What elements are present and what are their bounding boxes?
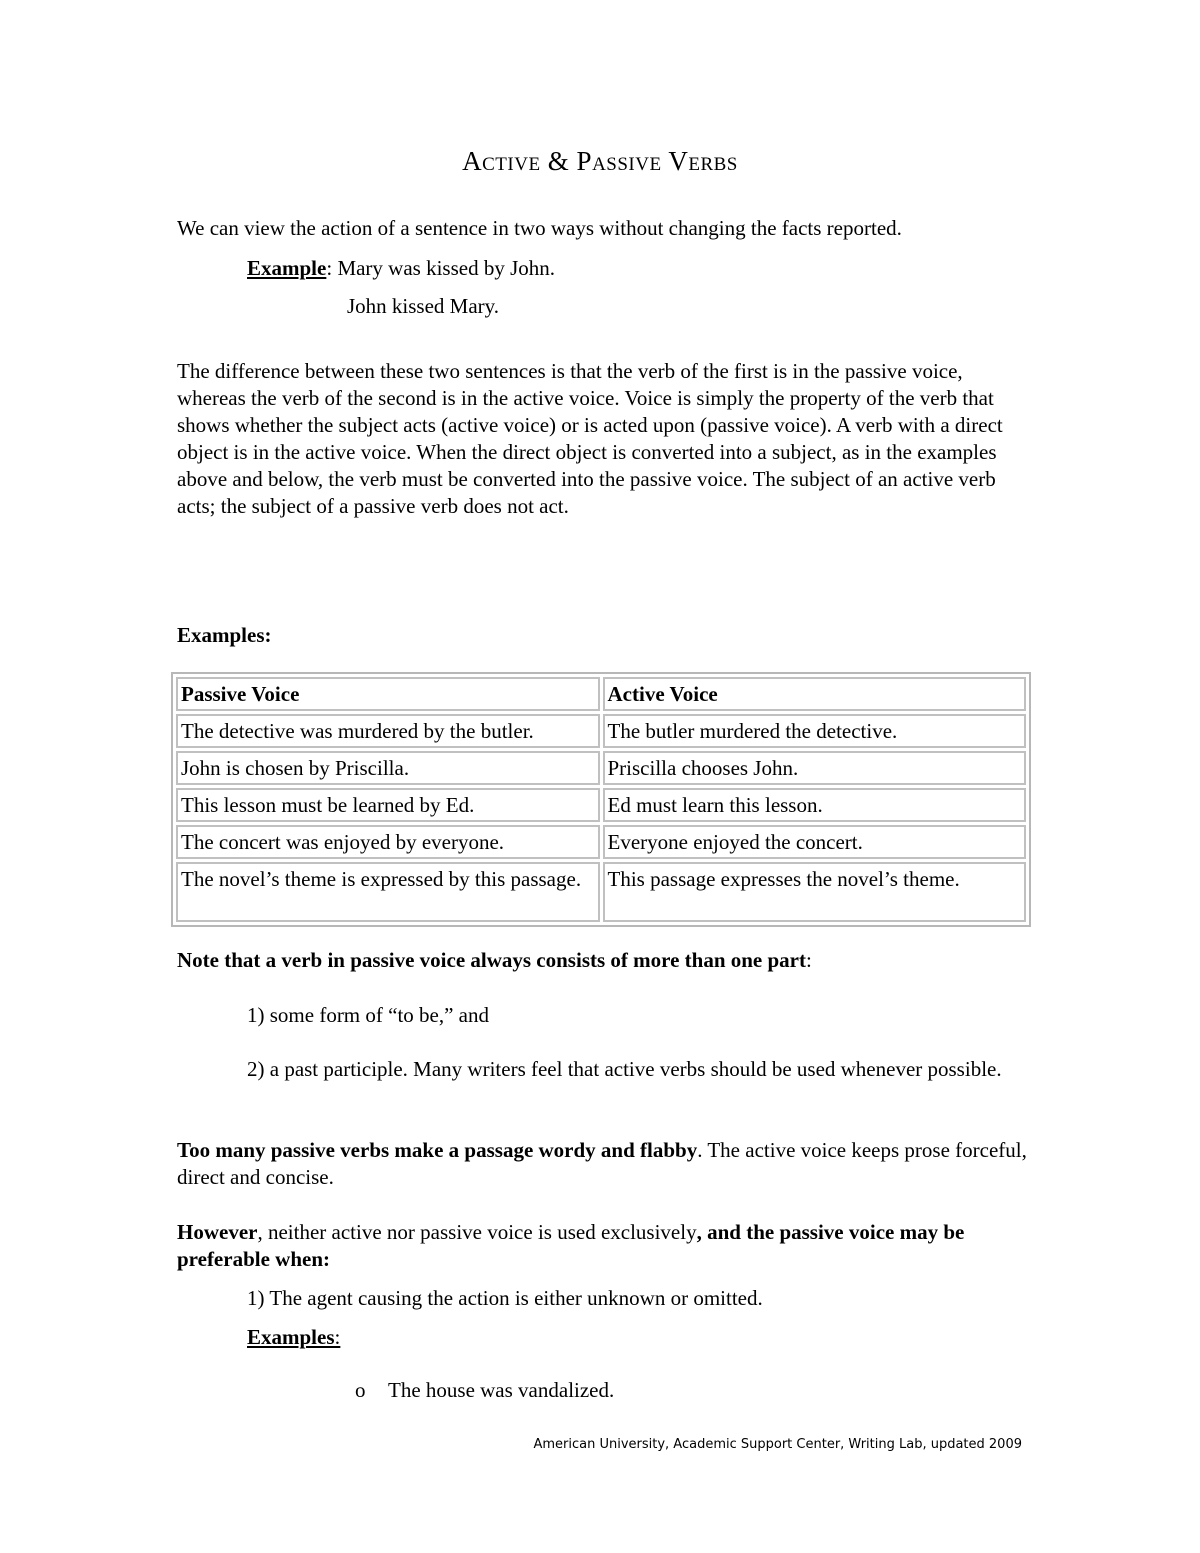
bullet-item-text: The house was vandalized. (388, 1378, 615, 1402)
examples-label: Examples (247, 1325, 335, 1349)
intro-paragraph: We can view the action of a sentence in two ways without changing the facts reported. (177, 216, 902, 240)
header-active-voice: Active Voice (603, 677, 1027, 711)
active-cell: This passage expresses the novel’s theme. (603, 862, 1027, 922)
example-sentence-2: John kissed Mary. (347, 294, 500, 318)
list-item-2: 2) a past participle. Many writers feel that active verbs should be used whenever possible. (247, 1057, 1002, 1081)
however-mid-text: , neither active nor passive voice is used exclusively (257, 1220, 697, 1244)
table-row (176, 714, 1026, 748)
example-label: Example (247, 256, 327, 280)
passive-cell: The concert was enjoyed by everyone. (176, 825, 600, 859)
however-bold-text: However (177, 1220, 258, 1244)
passive-cell: The detective was murdered by the butler. (176, 714, 600, 748)
passive-cell: This lesson must be learned by Ed. (176, 788, 600, 822)
table-row (176, 862, 1026, 922)
however-bold-text-2: , and the passive voice may be preferable when: (177, 1220, 965, 1271)
table-row (176, 788, 1026, 822)
active-cell: Priscilla chooses John. (603, 751, 1027, 785)
table-row (176, 825, 1026, 859)
however-paragraph (177, 1219, 1027, 1273)
active-cell: Ed must learn this lesson. (603, 788, 1027, 822)
body-paragraph: The difference between these two sentences is that the verb of the first is in the passive voice, whereas the verb of the second is in the active voice. Voice is simply the property of the verb that shows whether the subject acts (active voice) or is acted upon (passive voice). A verb with a direct object is in the active voice. When the direct object is converted into a subject, as in the examples above and below, the verb must be converted into the passive voice. The subject of an active verb acts; the subject of a passive verb does not act. (177, 359, 1003, 518)
agent-list-item: 1) The agent causing the action is either unknown or omitted. (247, 1286, 763, 1310)
bullet-icon: o (355, 1378, 366, 1402)
header-passive-voice: Passive Voice (176, 677, 600, 711)
wordy-rest-text: . The active voice keeps prose forceful, direct and concise. (177, 1138, 1027, 1189)
page-title: Active & Passive Verbs (462, 146, 738, 176)
wordy-paragraph (177, 1137, 1027, 1191)
wordy-bold-text: Too many passive verbs make a passage wordy and flabby (177, 1138, 698, 1162)
example-sentence-1: Mary was kissed by John. (337, 256, 556, 280)
active-cell: Everyone enjoyed the concert. (603, 825, 1027, 859)
note-colon: : (806, 948, 812, 972)
active-cell: The butler murdered the detective. (603, 714, 1027, 748)
examples-colon: : (334, 1325, 341, 1349)
examples-heading: Examples: (177, 623, 272, 647)
page-footer: American University, Academic Support Center, Writing Lab, updated 2009 (533, 1437, 1022, 1452)
list-item-1: 1) some form of “to be,” and (247, 1003, 490, 1027)
examples-subheading (247, 1324, 1097, 1351)
example-line-1 (247, 255, 1097, 282)
table-header-row (176, 677, 1026, 711)
passive-cell: The novel’s theme is expressed by this passage. (176, 862, 600, 922)
table-row (176, 751, 1026, 785)
note-paragraph (177, 947, 1027, 974)
note-bold-text: Note that a verb in passive voice always consists of more than one part (177, 948, 806, 972)
passive-cell: John is chosen by Priscilla. (176, 751, 600, 785)
voice-examples-table (171, 672, 1031, 927)
example-separator: : (326, 256, 338, 280)
